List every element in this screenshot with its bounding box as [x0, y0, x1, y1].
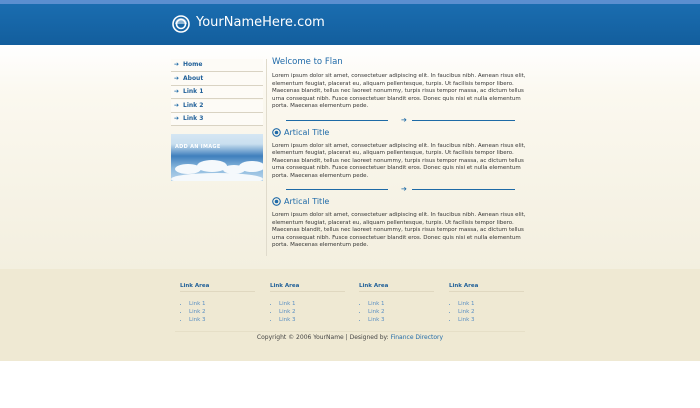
footer-link-list	[359, 300, 434, 324]
footer-link[interactable]: Link 1	[368, 301, 385, 307]
copyright	[175, 334, 525, 342]
sidebar-menu	[171, 59, 263, 126]
section-separator	[272, 115, 528, 125]
ad-title: ADD AN IMAGE	[175, 144, 221, 150]
footer-link[interactable]: Link 2	[279, 309, 296, 315]
footer-column-title: Link Area	[180, 282, 255, 292]
footer-column-title: Link Area	[449, 282, 524, 292]
arrow-icon: ➔	[174, 115, 180, 122]
footer	[0, 269, 700, 361]
list-item	[189, 308, 255, 316]
footer-column-title: Link Area	[359, 282, 434, 292]
arrow-icon: ➔	[174, 74, 180, 82]
cloud-shape	[239, 161, 263, 172]
footer-link[interactable]: Link 3	[279, 317, 296, 323]
article-body: Lorem ipsum dolor sit amet, consectetuer adipiscing elit. In faucibus nibh. Aenean risus elit, elementum feugiat, placerat eu, aliquam pellentesque, turpis. Ut facilisis tempor libero. Maecenas blandit, tellus nec laoreet nonummy, turpis risus tempor massa, ac dictum tellus urna consequat nibh. Fusce consectetuer blandit eros. Donec quis nisi et nulla elementum porta. Maecenas elementum pede.	[272, 142, 526, 179]
menu-item-link-1[interactable]	[171, 86, 263, 99]
site-name[interactable]: YourNameHere.com	[196, 15, 325, 30]
site-header	[0, 4, 700, 45]
footer-link[interactable]: Link 3	[458, 317, 475, 323]
list-item	[458, 308, 524, 316]
menu-item-about[interactable]	[171, 73, 263, 86]
article-heading	[272, 196, 528, 208]
arrow-icon: ➔	[174, 101, 180, 109]
cloud-shape	[171, 173, 263, 181]
designer-link[interactable]: Finance Directory	[390, 334, 444, 341]
menu-link[interactable]: Link 2	[183, 101, 204, 109]
menu-item-link-2[interactable]	[171, 100, 263, 113]
arrow-icon: ➔	[401, 115, 407, 124]
footer-link-area	[180, 282, 255, 324]
footer-link-area	[359, 282, 434, 324]
list-item	[458, 316, 524, 324]
sidebar	[171, 59, 263, 127]
menu-link[interactable]: About	[183, 74, 204, 82]
footer-column-title: Link Area	[270, 282, 345, 292]
article-heading	[272, 127, 528, 139]
section-separator	[272, 184, 528, 194]
separator-line	[286, 189, 388, 190]
menu-link[interactable]: Link 3	[183, 115, 204, 122]
separator-line	[286, 120, 388, 121]
separator-line	[412, 120, 515, 121]
list-item	[279, 316, 345, 324]
menu-link[interactable]: Home	[183, 61, 203, 68]
list-item	[189, 300, 255, 308]
article-title: Artical Title	[284, 197, 330, 206]
list-item	[189, 316, 255, 324]
list-item	[458, 300, 524, 308]
footer-link[interactable]: Link 2	[368, 309, 385, 315]
footer-link-area	[270, 282, 345, 324]
intro-paragraph: Lorem ipsum dolor sit amet, consectetuer adipiscing elit. In faucibus nibh. Aenean risus elit, elementum feugiat, placerat eu, aliquam pellentesque, turpis. Ut facilisis tempor libero. Maecenas blandit, tellus nec laoreet nonummy, turpis risus tempor massa, ac dictum tellus urna consequat nibh. Fusce consectetuer blandit eros. Donec quis nisi et nulla elementum porta. Maecenas elementum pede.	[272, 73, 526, 109]
arrow-icon: ➔	[174, 88, 180, 95]
footer-link[interactable]: Link 3	[368, 317, 385, 323]
logo-icon	[172, 15, 190, 33]
article-title: Artical Title	[284, 127, 330, 137]
list-item	[368, 300, 434, 308]
footer-link-list	[270, 300, 345, 324]
main-content	[272, 56, 528, 250]
arrow-icon: ➔	[401, 185, 407, 193]
list-item	[279, 308, 345, 316]
list-item	[368, 316, 434, 324]
article-body: Lorem ipsum dolor sit amet, consectetuer adipiscing elit. In faucibus nibh. Aenean risus elit, elementum feugiat, placerat eu, aliquam pellentesque, turpis. Ut facilisis tempor libero. Maecenas blandit, tellus nec laoreet nonummy, turpis risus tempor massa, ac dictum tellus urna consequat nibh. Fusce consectetuer blandit eros. Donec quis nisi et nulla elementum porta. Maecenas elementum pede.	[272, 212, 526, 248]
footer-link-list	[449, 300, 524, 324]
footer-separator	[175, 331, 525, 332]
menu-item-link-3[interactable]	[171, 113, 263, 126]
bullet-ring-icon	[272, 128, 281, 137]
arrow-icon: ➔	[174, 61, 180, 68]
footer-link[interactable]: Link 1	[458, 301, 475, 307]
footer-link[interactable]: Link 2	[189, 309, 206, 315]
bullet-ring-icon	[272, 197, 281, 206]
separator-line	[412, 189, 515, 190]
footer-link[interactable]: Link 2	[458, 309, 475, 315]
footer-link-area	[449, 282, 524, 324]
ad-image[interactable]	[171, 134, 263, 181]
footer-link[interactable]: Link 1	[279, 301, 296, 307]
footer-link[interactable]: Link 3	[189, 317, 206, 323]
list-item	[279, 300, 345, 308]
copyright-text: Copyright © 2006 YourName | Designed by:	[256, 334, 391, 341]
list-item	[368, 308, 434, 316]
footer-link-list	[180, 300, 255, 324]
column-divider	[266, 59, 267, 256]
menu-item-home[interactable]	[171, 59, 263, 72]
menu-link[interactable]: Link 1	[183, 88, 204, 95]
page-title: Welcome to Flan	[272, 57, 343, 67]
footer-link[interactable]: Link 1	[189, 301, 206, 307]
